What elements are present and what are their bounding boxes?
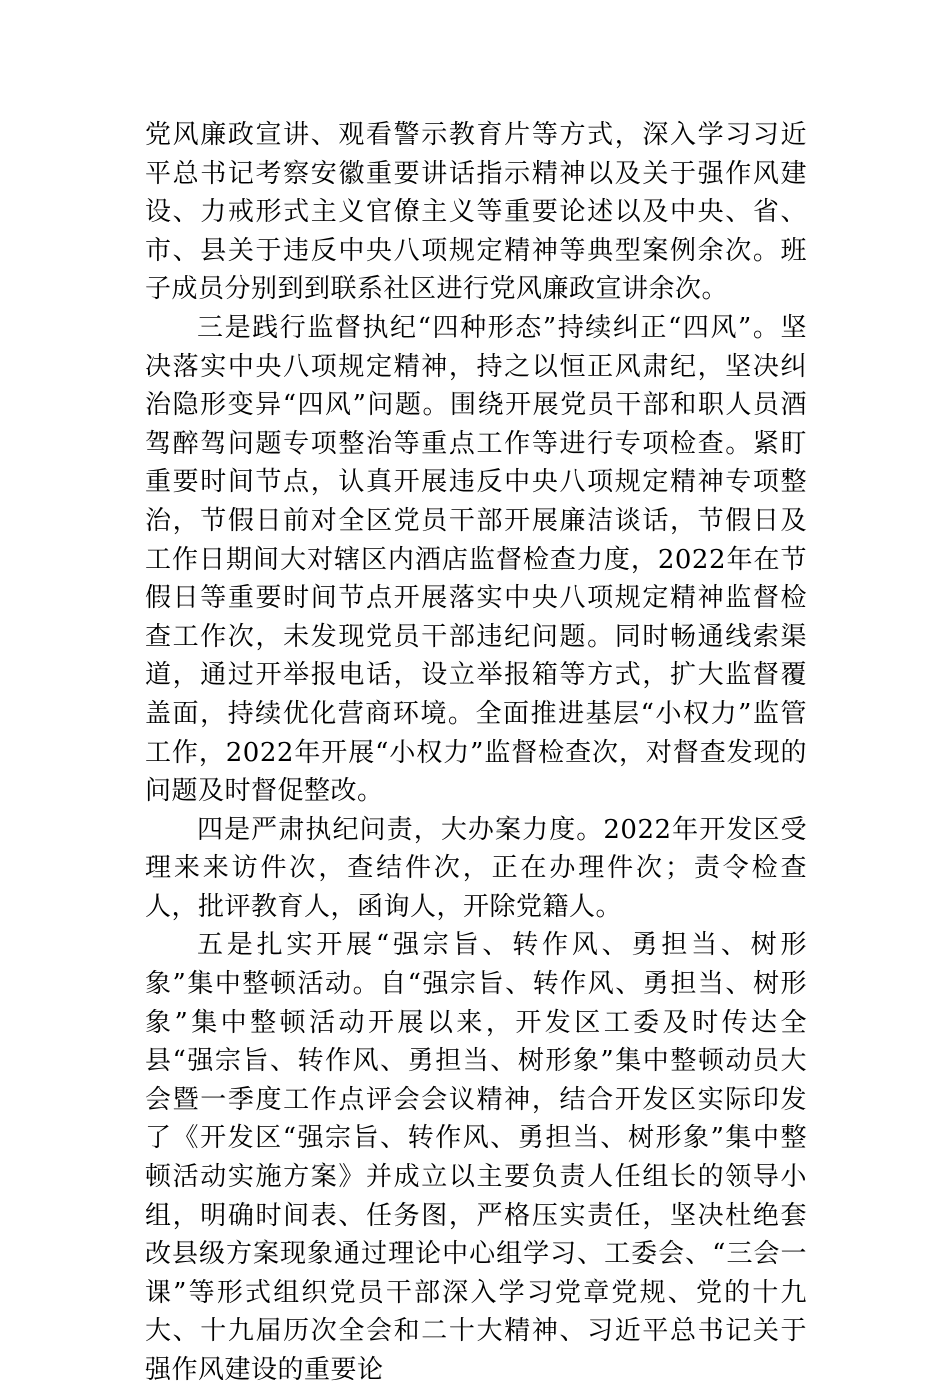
paragraph-1: 党风廉政宣讲、观看警示教育片等方式，深入学习习近平总书记考察安徽重要讲话指示精神以及关于强作风建设、力戒形式主义官僚主义等重要论述以及中央、省、市、县关于违反中央八项规定精神等典型案例余次。班子成员分别到到联系社区进行党风廉政宣讲余次。 — [145, 120, 807, 305]
paragraph-4: 五是扎实开展“强宗旨、转作风、勇担当、树形象”集中整顿活动。自“强宗旨、转作风、勇担当、树形象”集中整顿活动开展以来，开发区工委及时传达全县“强宗旨、转作风、勇担当、树形象”集中整顿动员大会暨一季度工作点评会会议精神，结合开发区实际印发了《开发区“强宗旨、转作风、勇担当、树形象”集中整顿活动实施方案》并成立以主要负责人任组长的领导小组，明确时间表、任务图，严格压实责任，坚决杜绝套改县级方案现象通过理论中心组学习、工委会、“三会一课”等形式组织党员干部深入学习党章党规、党的十九大、十九届历次全会和二十大精神、习近平总书记关于强作风建设的重要论 — [145, 930, 807, 1385]
paragraph-2: 三是践行监督执纪“四种形态”持续纠正“四风”。坚决落实中央八项规定精神，持之以恒正风肃纪，坚决纠治隐形变异“四风”问题。围绕开展党员干部和职人员酒驾醉驾问题专项整治等重点工作等进行专项检查。紧盯重要时间节点，认真开展违反中央八项规定精神专项整治，节假日前对全区党员干部开展廉洁谈话，节假日及工作日期间大对辖区内酒店监督检查力度，2022年在节假日等重要时间节点开展落实中央八项规定精神监督检查工作次，未发现党员干部违纪问题。同时畅通线索渠道，通过开举报电话，设立举报箱等方式，扩大监督覆盖面，持续优化营商环境。全面推进基层“小权力”监管工作，2022年开展“小权力”监督检查次，对督查发现的问题及时督促整改。 — [145, 312, 807, 807]
paragraph-3: 四是严肃执纪问责，大办案力度。2022年开发区受理来来访件次，查结件次，正在办理件次；责令检查人，批评教育人，函询人，开除党籍人。 — [145, 814, 807, 922]
document-page — [145, 116, 807, 1390]
